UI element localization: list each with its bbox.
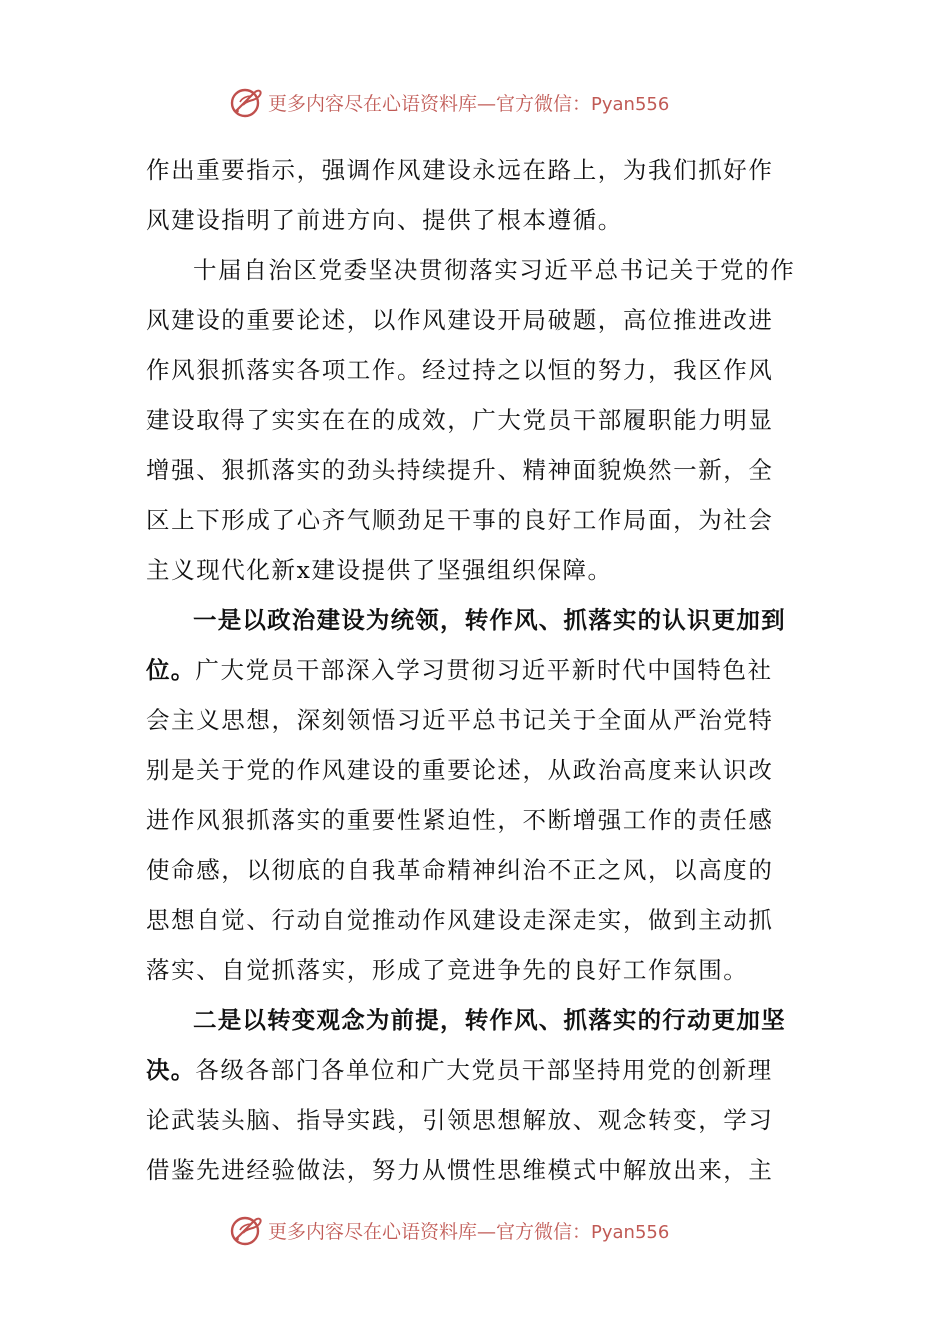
text-line: 会主义思想，深刻领悟习近平总书记关于全面从严治党特: [146, 706, 774, 734]
section-heading-2: 二是以转变观念为前提，转作风、抓落实的行动更加坚: [193, 1006, 786, 1034]
text-line: 增强、狠抓落实的劲头持续提升、精神面貌焕然一新，全: [146, 456, 774, 484]
footer-watermark-banner: [228, 1210, 748, 1250]
text-line: 区上下形成了心齐气顺劲足干事的良好工作局面，为社会: [146, 506, 774, 534]
text-line: 论武装头脑、指导实践，引领思想解放、观念转变，学习: [146, 1106, 774, 1134]
quill-logo-icon: [228, 84, 264, 120]
watermark-text: [268, 89, 669, 116]
watermark-text-cn: 更多内容尽在心语资料库—官方微信：: [268, 92, 592, 115]
text-line: 别是关于党的作风建设的重要论述，从政治高度来认识改: [146, 756, 774, 784]
text-line: 作出重要指示，强调作风建设永远在路上，为我们抓好作: [146, 156, 774, 184]
text-line: 建设取得了实实在在的成效，广大党员干部履职能力明显: [146, 406, 774, 434]
section-heading-1-end: 位。: [146, 656, 196, 684]
text-line: [146, 995, 806, 1045]
watermark-wechat-id: Pyan556: [591, 1221, 670, 1243]
text-line: 作风狠抓落实各项工作。经过持之以恒的努力，我区作风: [146, 356, 774, 384]
text-line: 思想自觉、行动自觉推动作风建设走深走实，做到主动抓: [146, 906, 774, 934]
text-line: [146, 595, 806, 645]
document-body: [146, 145, 806, 1195]
text-line: 风建设指明了前进方向、提供了根本遵循。: [146, 206, 623, 234]
section-heading-1: 一是以政治建设为统领，转作风、抓落实的认识更加到: [193, 606, 786, 634]
quill-logo-icon: [228, 1212, 264, 1248]
text-line: 使命感，以彻底的自我革命精神纠治不正之风，以高度的: [146, 856, 774, 884]
watermark-text-cn: 更多内容尽在心语资料库—官方微信：: [268, 1220, 592, 1243]
text-line: 十届自治区党委坚决贯彻落实习近平总书记关于党的作: [193, 256, 796, 284]
text-line: 主义现代化新x建设提供了坚强组织保障。: [146, 556, 613, 584]
text-line: 风建设的重要论述，以作风建设开局破题，高位推进改进: [146, 306, 774, 334]
text-run: 广大党员干部深入学习贯彻习近平新时代中国特色社: [195, 656, 773, 684]
section-heading-2-end: 决。: [146, 1056, 196, 1084]
text-line: 借鉴先进经验做法，努力从惯性思维模式中解放出来，主: [146, 1156, 774, 1184]
text-line: [146, 645, 806, 695]
text-run: 各级各部门各单位和广大党员干部坚持用党的创新理: [195, 1056, 773, 1084]
text-line: [146, 1045, 806, 1095]
text-line: 落实、自觉抓落实，形成了竞进争先的良好工作氛围。: [146, 956, 749, 984]
watermark-wechat-id: Pyan556: [591, 93, 670, 115]
watermark-text: [268, 1217, 669, 1244]
header-watermark-banner: [228, 82, 748, 122]
text-line: 进作风狠抓落实的重要性紧迫性，不断增强工作的责任感: [146, 806, 774, 834]
